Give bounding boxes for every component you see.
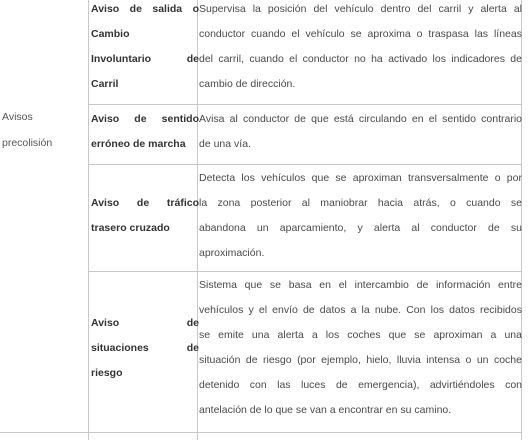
feature-line: riesgo: [91, 367, 123, 379]
feature-line: Cambio: [91, 28, 130, 40]
description-line: se emite una alerta a los coches que se aproximan a una: [199, 329, 522, 341]
description-line: cambio de dirección.: [199, 78, 296, 90]
description-line: la zona posterior al maniobrar hacia atrás, o cuando se: [199, 197, 522, 209]
feature-line: Aviso de: [91, 317, 199, 329]
description-line: aproximación.: [199, 247, 265, 259]
feature-line: erróneo de marcha: [91, 138, 186, 150]
feature-line: Carril: [91, 78, 119, 90]
table-row-description-lane-departure: [199, 0, 522, 97]
table-row-feature-wrong-way: [91, 107, 199, 157]
description-line: conductor cuando el vehículo se aproxima o traspasa las líneas: [199, 28, 522, 40]
table-row-description-wrong-way: [199, 107, 522, 157]
description-line: Avisa al conductor de que está circulando en el sentido contrario: [199, 113, 522, 125]
table-row-feature-risk-situations: [91, 311, 199, 386]
description-line: vehículos y el envío de datos a la nube. Con los datos recibidos: [199, 304, 522, 316]
feature-line: Aviso de salida o: [91, 3, 199, 15]
row-divider: [88, 164, 522, 165]
feature-line: Aviso de tráfico: [91, 197, 199, 209]
description-line: Detecta los vehículos que se aproximan transversalmente o por: [199, 172, 522, 184]
description-line: Sistema que se basa en el intercambio de información entre: [199, 279, 522, 291]
feature-line: situaciones de: [91, 342, 199, 354]
description-line: Supervisa la posición del vehículo dentro del carril y alerta al: [199, 3, 522, 15]
row-divider: [88, 104, 522, 105]
description-line: detenido con las luces de emergencia), advirtiéndoles con: [199, 379, 522, 391]
group-label-line: Avisos: [2, 111, 33, 123]
table-row-feature-cross-traffic: [91, 191, 199, 241]
group-label: [2, 104, 86, 156]
description-line: abandona un aparcamiento, y alerta al conductor de su: [199, 222, 522, 234]
description-line: de una vía.: [199, 138, 251, 150]
feature-line: Aviso de sentido: [91, 113, 199, 125]
table-row-description-risk-situations: [199, 273, 522, 423]
description-line: antelación de lo que se van a encontrar en su camino.: [199, 404, 452, 416]
description-line: del carril, cuando el conductor no ha activado los indicadores de: [199, 53, 522, 65]
feature-line: Involuntario de: [91, 53, 199, 65]
table-row-description-cross-traffic: [199, 166, 522, 266]
feature-line: trasero cruzado: [91, 222, 170, 234]
row-divider: [0, 432, 522, 433]
column-divider: [88, 0, 89, 440]
group-label-line: precolisión: [2, 137, 53, 149]
description-line: situación de riesgo (por ejemplo, hielo, lluvia intensa o un coche: [199, 354, 522, 366]
table-row-feature-lane-departure: [91, 0, 199, 97]
row-divider: [88, 271, 522, 272]
